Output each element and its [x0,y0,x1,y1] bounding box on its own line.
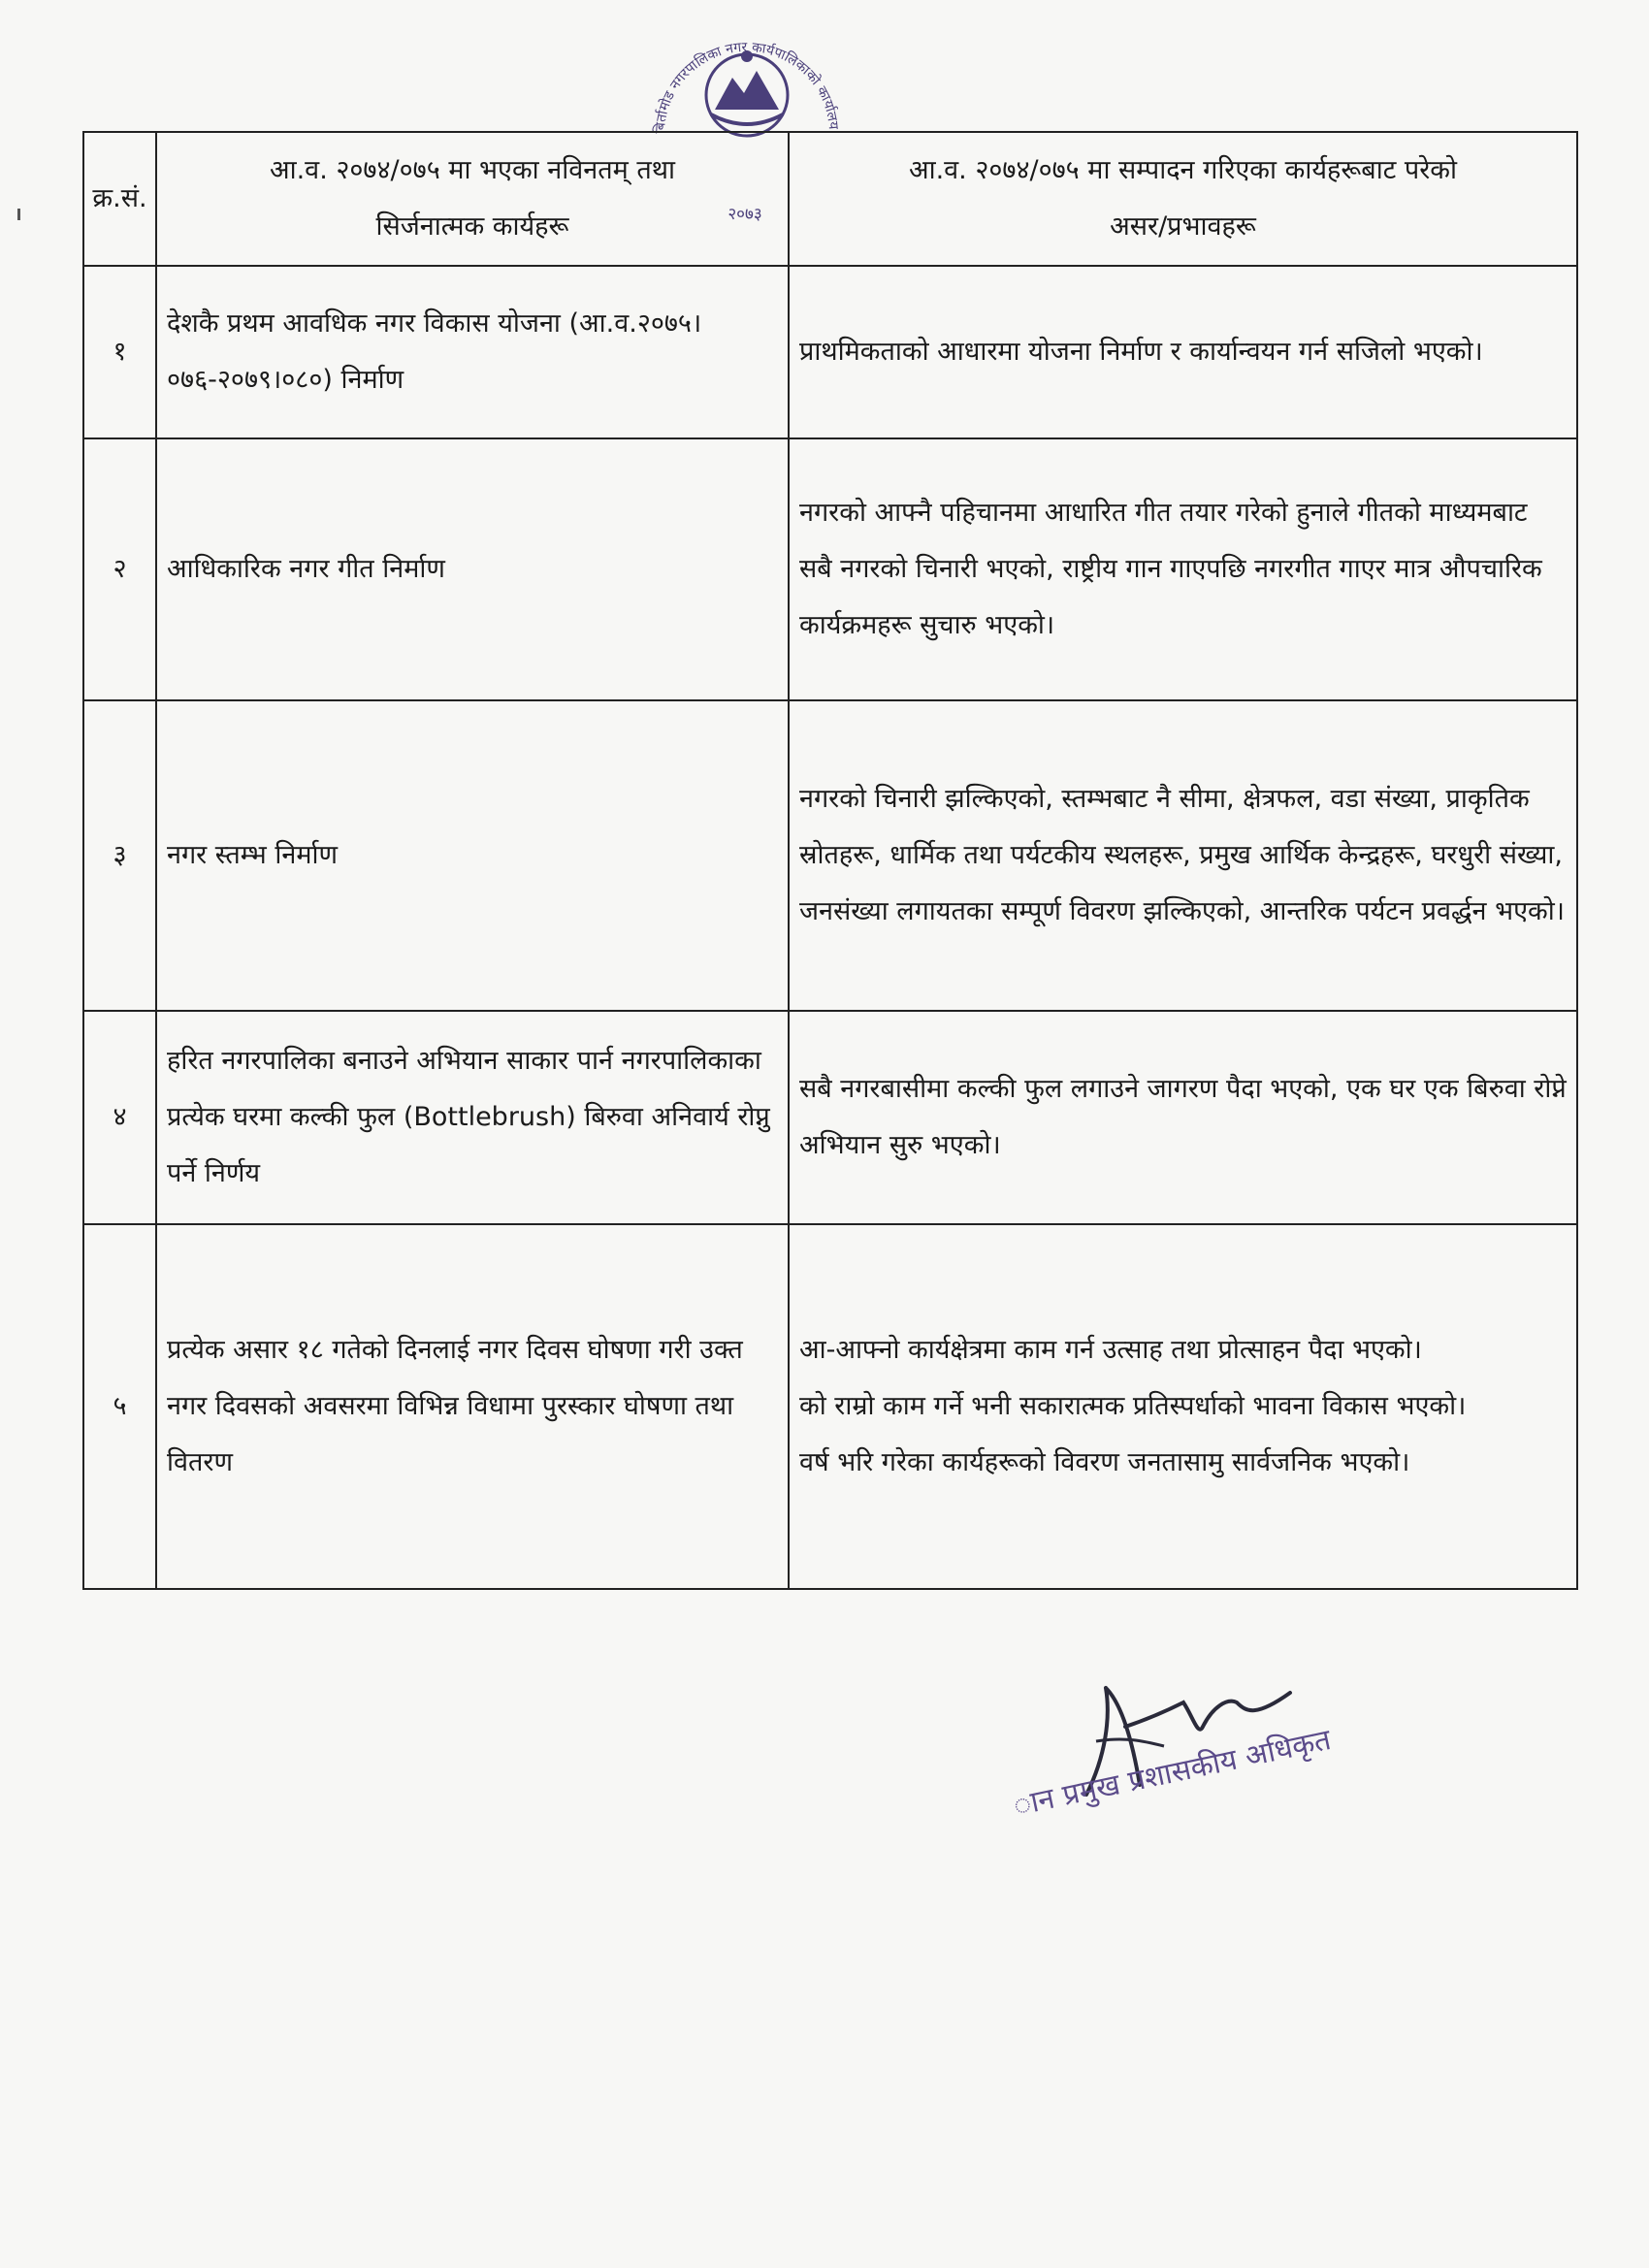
table-row [83,700,1577,1011]
svg-text:बिर्तामोड नगरपालिका नगर कार्यप [635,17,841,134]
row-serial-number: ४ [83,1011,156,1224]
impact-line: आ-आफ्नो कार्यक्षेत्रमा काम गर्न उत्साह तथा प्रोत्साहन पैदा भएको। [799,1335,1422,1365]
row-serial-number: २ [83,438,156,700]
row-activity: प्रत्येक असार १८ गतेको दिनलाई नगर दिवस घोषणा गरी उक्त नगर दिवसको अवसरमा विभिन्न विधामा पुरस्कार घोषणा तथा वितरण [156,1224,789,1589]
table-header-row [83,132,1577,266]
impact-line: वर्ष भरि गरेका कार्यहरूको विवरण जनतासामु सार्वजनिक भएको। [799,1447,1410,1477]
signatory-title: ान प्रमुख प्रशासकीय अधिकृत [1010,1723,1335,1824]
table-row [83,1011,1577,1224]
header-serial-number: क्र.सं. [83,132,156,266]
table-row [83,1224,1577,1589]
impact-line: सबै नगरबासीमा कल्की फुल लगाउने जागरण पैदा भएको, एक घर एक बिरुवा रोप्ने अभियान सुरु भएको। [799,1074,1567,1160]
seal-year: २०७३ [728,205,762,224]
impact-line: नगरको आफ्नै पहिचानमा आधारित गीत तयार गरेको हुनाले गीतको माध्यमबाट सबै नगरको चिनारी भएको, राष्ट्रीय गान गाएपछि नगरगीत गाएर मात्र औपचारिक कार्यक्रमहरू सुचारु भएको। [799,498,1542,640]
table-row [83,266,1577,438]
header-activities [156,132,789,266]
header-activities-line2: सिर्जनात्मक कार्यहरू [375,211,569,242]
header-activities-line1: आ.व. २०७४/०७५ मा भएका नविनतम् तथा [270,155,675,185]
seal-ring-text: बिर्तामोड नगरपालिका नगर कार्यपालिकाको कार्यालय [652,39,841,135]
row-activity: देशकै प्रथम आवधिक नगर विकास योजना (आ.व.२०७५।०७६-२०७९।०८०) निर्माण [156,266,789,438]
row-impact [789,700,1577,1011]
row-activity: आधिकारिक नगर गीत निर्माण [156,438,789,700]
row-activity: नगर स्तम्भ निर्माण [156,700,789,1011]
header-impacts-line2: असर/प्रभावहरू [1110,211,1256,242]
table-row [83,438,1577,700]
row-impact [789,266,1577,438]
impact-line: प्राथमिकताको आधारमा योजना निर्माण र कार्यान्वयन गर्न सजिलो भएको। [799,337,1483,367]
achievements-table [82,131,1578,1590]
impact-line: नगरको चिनारी झल्किएको, स्तम्भबाट नै सीमा, क्षेत्रफल, वडा संख्या, प्राकृतिक स्रोतहरू, धार्मिक तथा पर्यटकीय स्थलहरू, प्रमुख आर्थिक केन्द्रहरू, घरधुरी संख्या, जनसंख्या लगायतका सम्पूर्ण विवरण झल्किएको, आन्तरिक पर्यटन प्रवर्द्धन भएको। [799,784,1565,926]
row-impact [789,1011,1577,1224]
header-impacts [789,132,1577,266]
row-activity: हरित नगरपालिका बनाउने अभियान साकार पार्न नगरपालिकाका प्रत्येक घरमा कल्की फुल (Bottlebrush) बिरुवा अनिवार्य रोप्नु पर्ने निर्णय [156,1011,789,1224]
row-serial-number: १ [83,266,156,438]
margin-mark [17,209,20,220]
impact-line: को राम्रो काम गर्ने भनी सकारात्मक प्रतिस्पर्धाको भावना विकास भएको। [799,1391,1467,1421]
row-impact [789,1224,1577,1589]
row-impact [789,438,1577,700]
row-serial-number: ३ [83,700,156,1011]
row-serial-number: ५ [83,1224,156,1589]
header-impacts-line1: आ.व. २०७४/०७५ मा सम्पादन गरिएका कार्यहरूबाट परेको [908,155,1458,185]
